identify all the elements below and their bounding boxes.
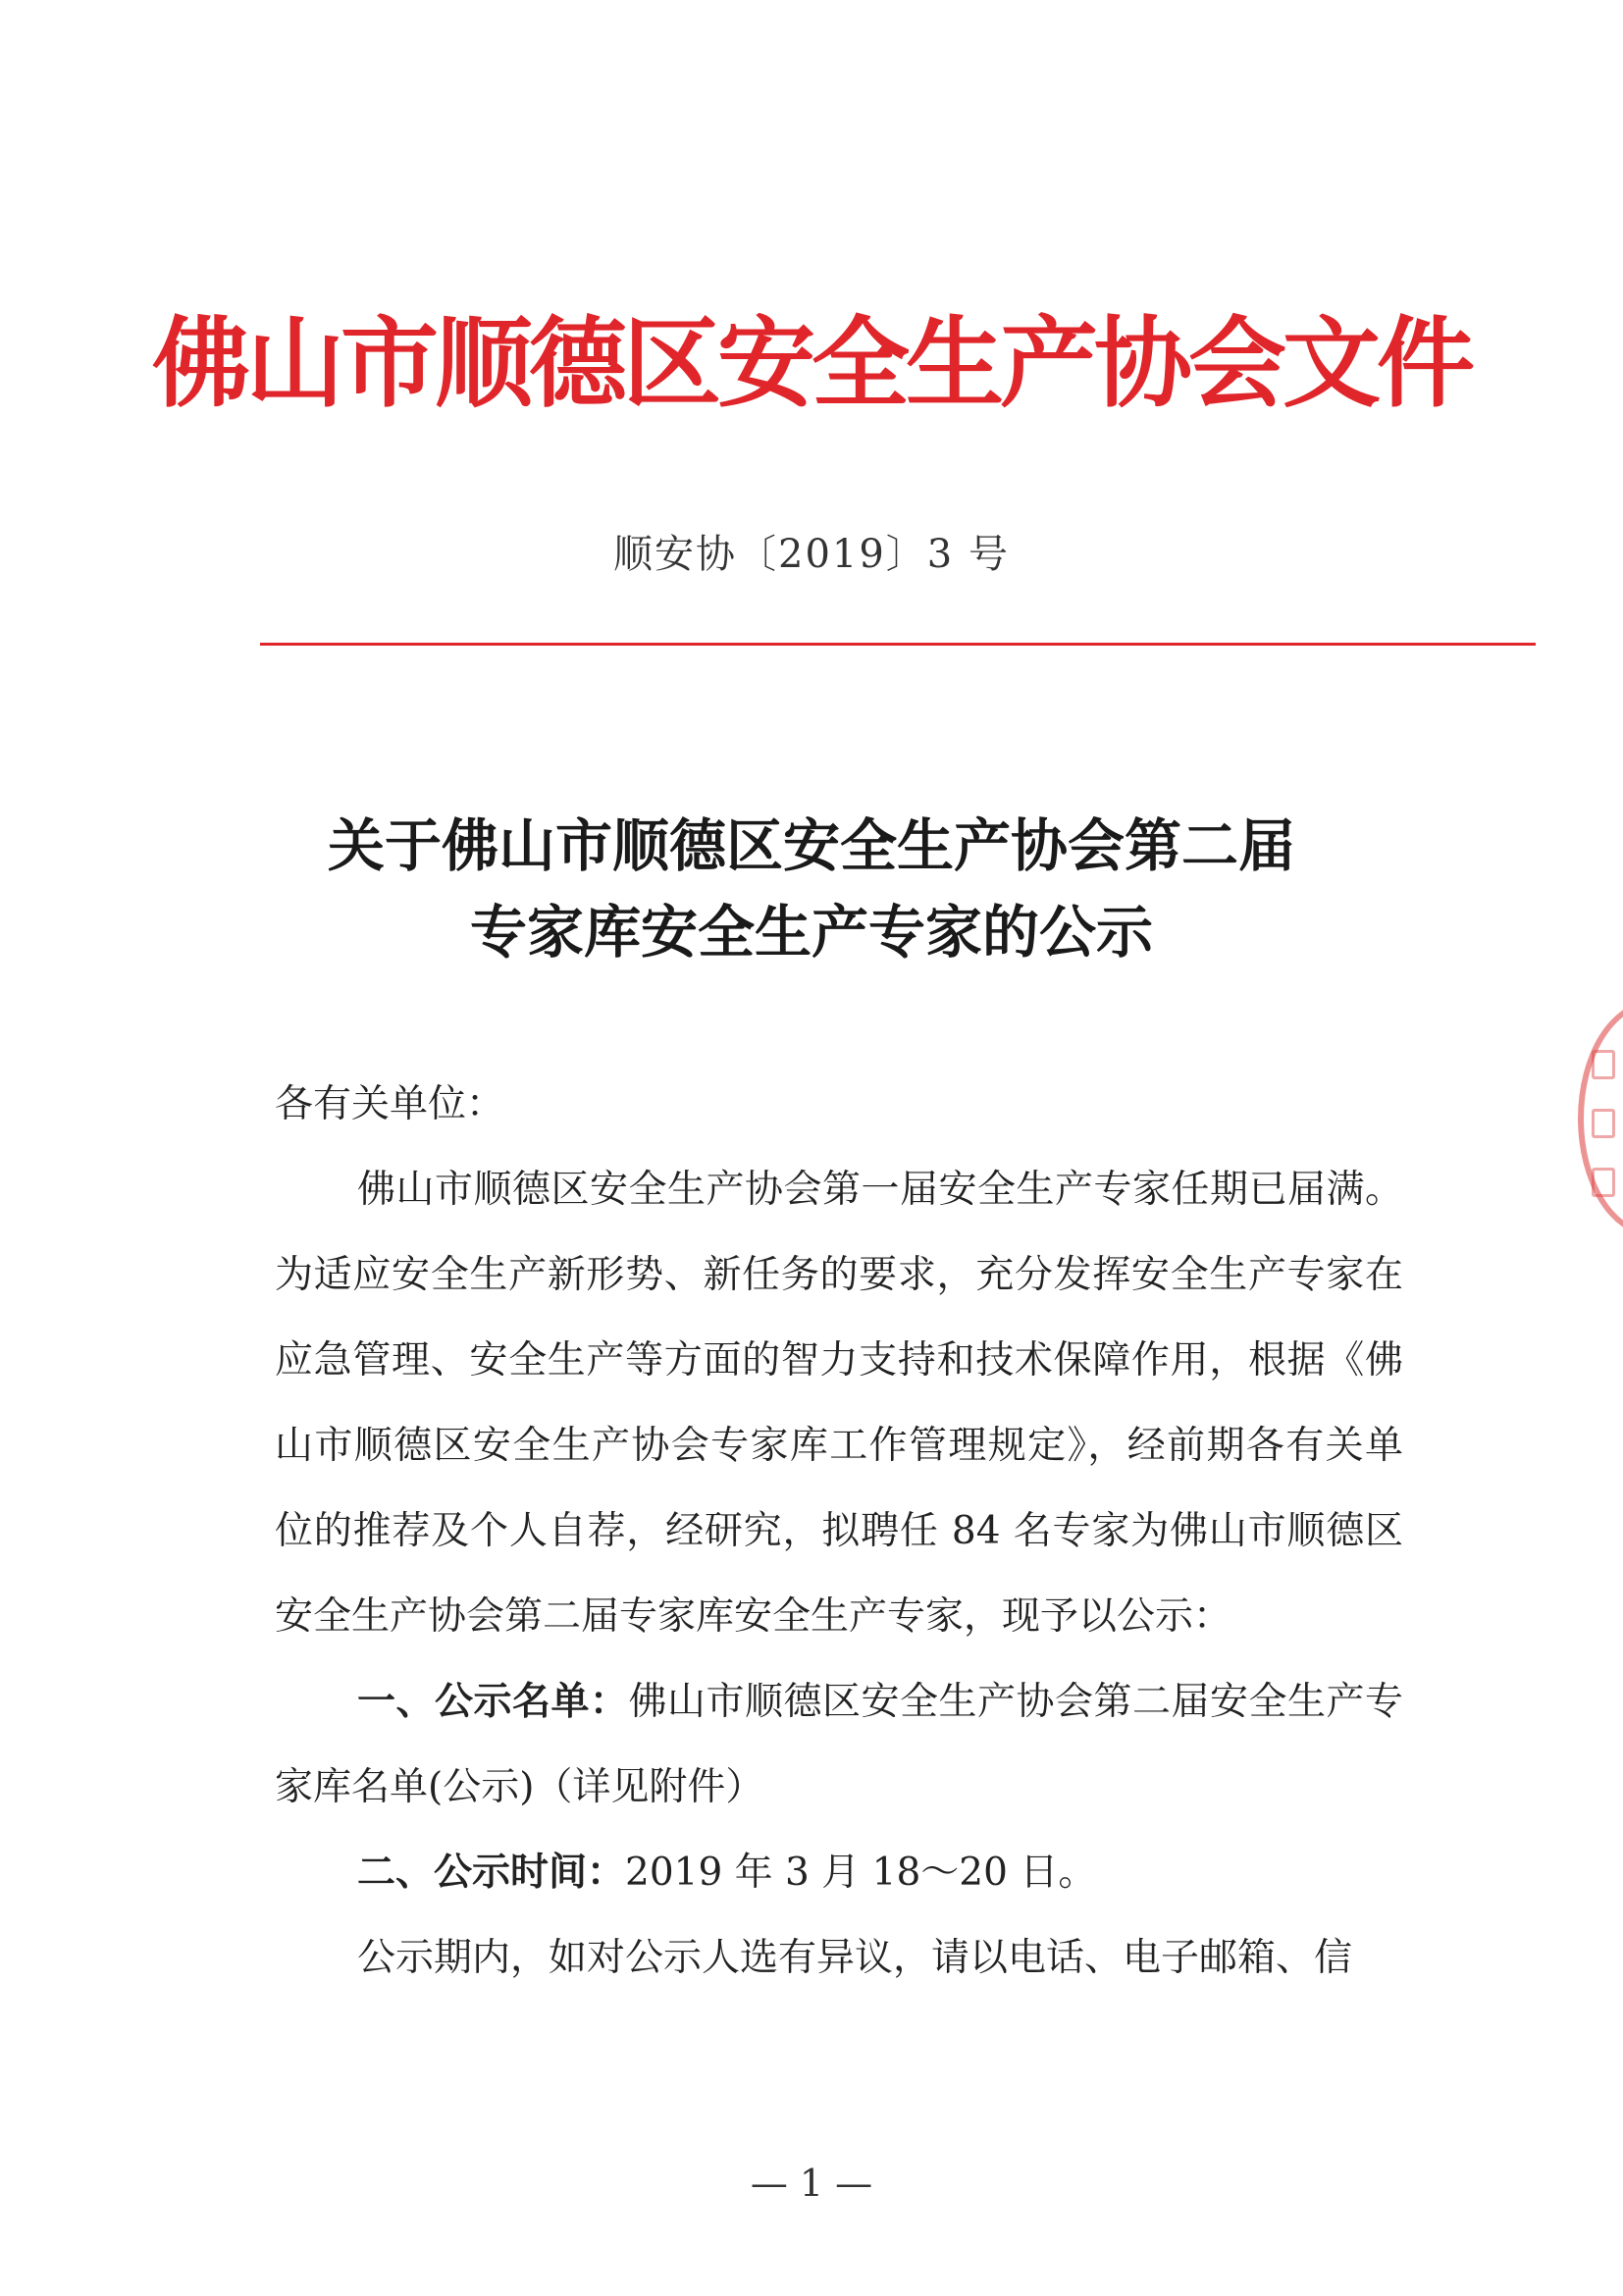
document-number: 顺安协〔2019〕3 号 <box>613 532 1010 577</box>
body-paragraph-1: 佛山市顺德区安全生产协会第一届安全生产专家任期已届满。为适应安全生产新形势、新任务的要求，充分发挥安全生产专家在应急管理、安全生产等方面的智力支持和技术保障作用，根据《佛山市顺德区安全生产协会专家库工作管理规定》，经前期各有关单位的推荐及个人自荐，经研究，拟聘任 84 名专家为佛山市顺德区安全生产协会第二届专家库安全生产专家，现予以公示： <box>275 1168 1403 1639</box>
section-list <box>275 1659 1403 1830</box>
document-body <box>275 1062 1403 2001</box>
seal-character-mark <box>1592 1168 1615 1197</box>
body-paragraph-2: 公示期内，如对公示人选有异议，请以电话、电子邮箱、信 <box>357 1936 1353 1980</box>
seal-character-mark <box>1592 1050 1615 1079</box>
document-title-line-2: 专家库安全生产专家的公示 <box>469 899 1153 965</box>
header-divider <box>260 643 1536 646</box>
seal-character-mark <box>1592 1109 1615 1138</box>
section-1-label: 一、公示名单： <box>357 1679 629 1724</box>
document-title-line-1: 关于佛山市顺德区安全生产协会第二届 <box>327 812 1295 879</box>
page-number: — 1 — <box>750 2162 873 2205</box>
document-title <box>0 803 1623 975</box>
section-2-text: 2019 年 3 月 18～20 日。 <box>625 1851 1097 1895</box>
section-time <box>275 1830 1403 1915</box>
section-2-label: 二、公示时间： <box>357 1850 626 1895</box>
document-header-title: 佛山市顺德区安全生产协会文件 <box>152 305 1471 421</box>
salutation: 各有关单位： <box>275 1082 505 1126</box>
section-1-text: 佛山市顺德区安全生产协会第二届安全生产专家库名单(公示)（详见附件） <box>275 1680 1403 1809</box>
